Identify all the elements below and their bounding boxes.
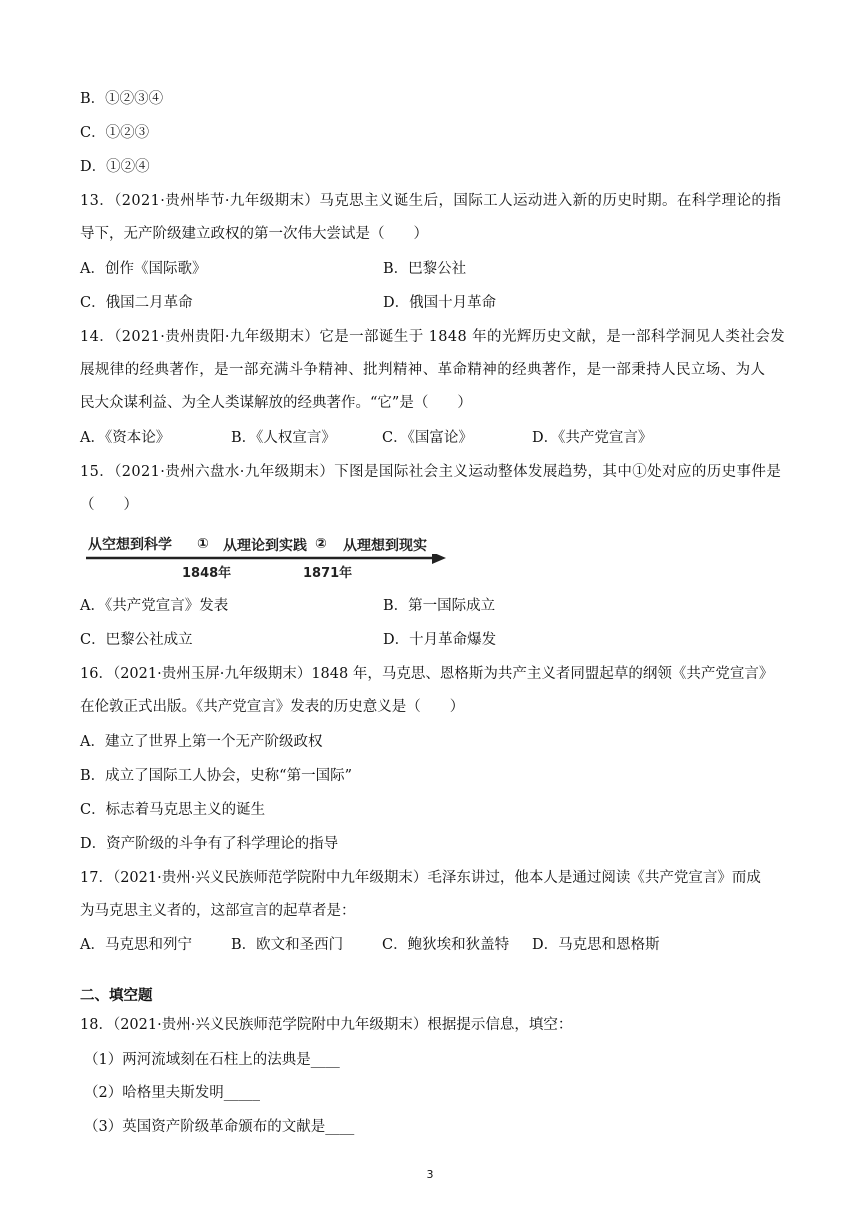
q16-stem-line1: 16．（2021·贵州玉屏·九年级期末）1848 年，马克思、恩格斯为共产主义者同盟起草的纲领《共产党宣言》 <box>80 666 774 682</box>
timeline-marker-2: ② <box>315 536 327 552</box>
q13-option-a: A．创作《国际歌》 <box>80 261 207 277</box>
q16-option-c: C．标志着马克思主义的诞生 <box>80 802 266 818</box>
section-title: 二、填空题 <box>80 988 153 1004</box>
q18-stem: 18．（2021·贵州·兴义民族师范学院附中九年级期末）根据提示信息，填空： <box>80 1017 573 1033</box>
timeline-year-1: 1848年 <box>182 566 232 581</box>
option-b: B．①②③④ <box>80 91 164 107</box>
q13-option-b: B．巴黎公社 <box>383 261 467 277</box>
q14-stem-line1: 14．（2021·贵州贵阳·九年级期末）它是一部诞生于 1848 年的光辉历史文献，是一部科学洞见人类社会发 <box>80 329 786 345</box>
option-c: C．①②③ <box>80 125 150 141</box>
q18-item-2: （2）哈格里夫斯发明_____ <box>84 1085 260 1101</box>
q15-option-b: B．第一国际成立 <box>383 598 496 614</box>
q15-option-d: D．十月革命爆发 <box>383 632 497 648</box>
page-number: 3 <box>426 1168 434 1181</box>
timeline-segment-2: 从理论到实践 <box>223 538 307 554</box>
q16-stem-line2: 在伦敦正式出版。《共产党宣言》发表的历史意义是（ ） <box>80 699 465 715</box>
q16-option-b: B．成立了国际工人协会，史称“第一国际” <box>80 768 352 784</box>
q18-item-1: （1）两河流域刻在石柱上的法典是____ <box>84 1052 340 1068</box>
q14-stem-line3: 民大众谋利益、为全人类谋解放的经典著作。“它”是（ ） <box>80 395 472 411</box>
timeline-segment-1: 从空想到科学 <box>88 537 172 553</box>
q18-item-3: （3）英国资产阶级革命颁布的文献是____ <box>84 1119 355 1135</box>
q15-option-a: A．《共产党宣言》发表 <box>80 598 229 614</box>
q16-option-a: A．建立了世界上第一个无产阶级政权 <box>80 734 323 750</box>
timeline-marker-1: ① <box>197 536 209 552</box>
q13-stem-line2: 导下，无产阶级建立政权的第一次伟大尝试是（ ） <box>80 226 428 242</box>
q16-option-d: D．资产阶级的斗争有了科学理论的指导 <box>80 836 339 852</box>
timeline-figure <box>84 531 448 581</box>
q17-option-a: A．马克思和列宁 <box>80 937 192 953</box>
q17-option-c: C．鲍狄埃和狄盖特 <box>382 937 510 953</box>
q14-stem-line2: 展规律的经典著作，是一部充满斗争精神、批判精神、革命精神的经典著作，是一部秉持人民立场、为人 <box>80 362 766 378</box>
q13-option-c: C．俄国二月革命 <box>80 295 193 311</box>
q17-option-d: D．马克思和恩格斯 <box>532 937 660 953</box>
timeline-segment-3: 从理想到现实 <box>343 538 427 554</box>
q17-option-b: B．欧文和圣西门 <box>231 937 344 953</box>
q13-stem-line1: 13．（2021·贵州毕节·九年级期末）马克思主义诞生后，国际工人运动进入新的历史时期。在科学理论的指 <box>80 193 782 209</box>
q17-stem-line2: 为马克思主义者的，这部宣言的起草者是： <box>80 903 356 919</box>
timeline-year-2: 1871年 <box>303 566 353 581</box>
option-d: D．①②④ <box>80 159 150 175</box>
q14-option-b: B．《人权宣言》 <box>231 430 336 446</box>
q14-option-d: D．《共产党宣言》 <box>532 430 653 446</box>
q13-option-d: D．俄国十月革命 <box>383 295 497 311</box>
q15-option-c: C．巴黎公社成立 <box>80 632 193 648</box>
q17-stem-line1: 17．（2021·贵州·兴义民族师范学院附中九年级期末）毛泽东讲过，他本人是通过阅读《共产党宣言》而成 <box>80 870 761 886</box>
q14-option-a: A．《资本论》 <box>80 430 171 446</box>
q15-stem-line2: （ ） <box>80 497 138 513</box>
q15-stem-line1: 15．（2021·贵州六盘水·九年级期末）下图是国际社会主义运动整体发展趋势，其中①处对应的历史事件是 <box>80 464 782 480</box>
q14-option-c: C．《国富论》 <box>382 430 473 446</box>
